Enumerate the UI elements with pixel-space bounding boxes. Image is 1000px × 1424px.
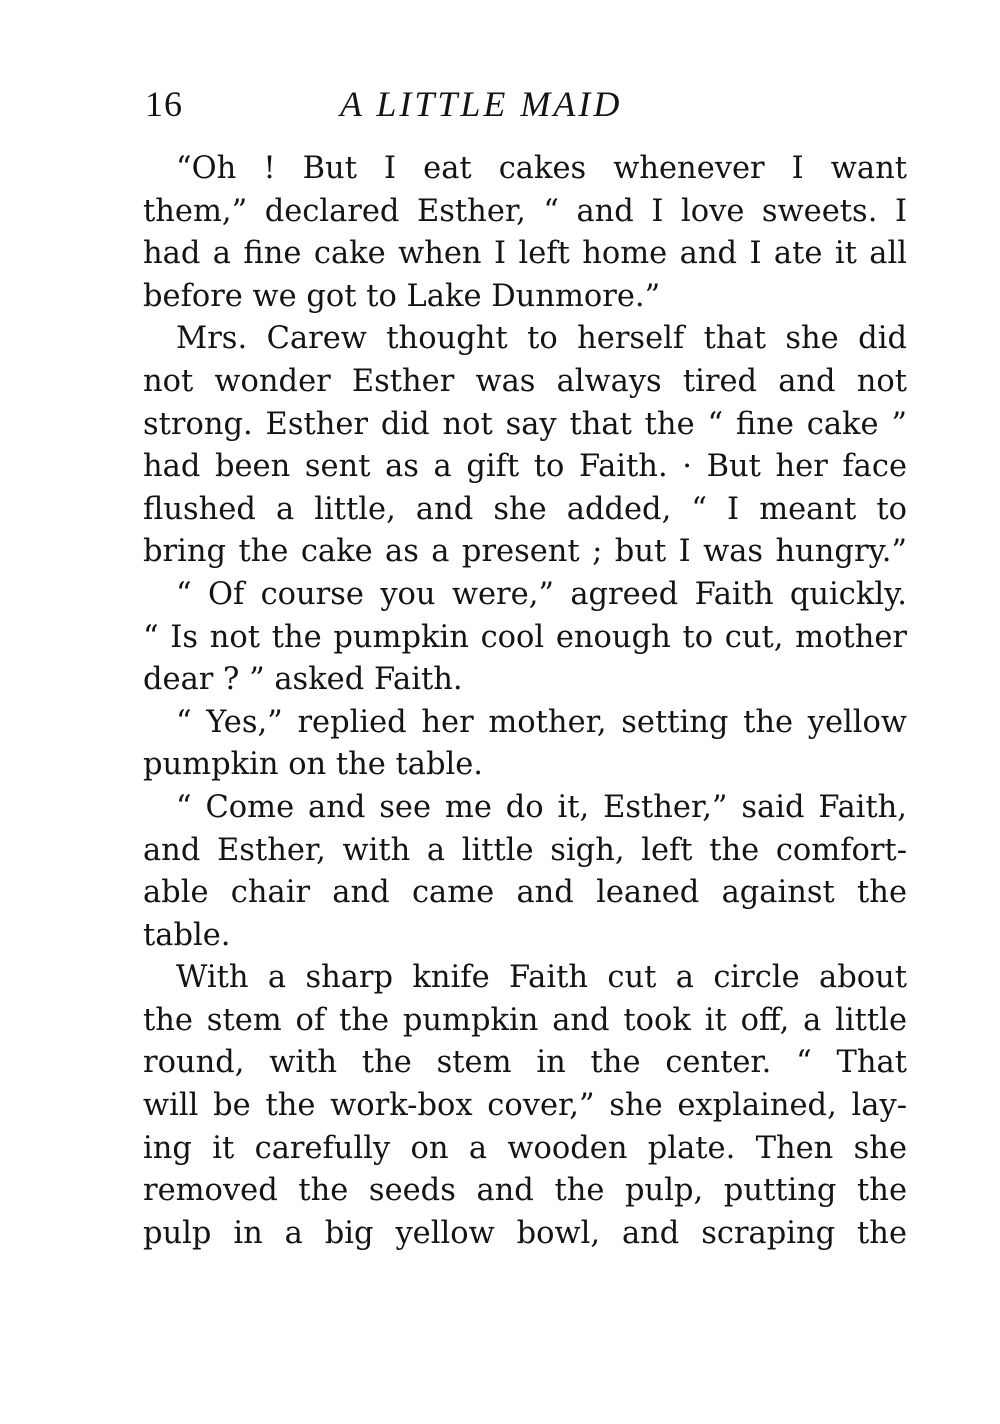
- text-line: not wonder Esther was always tired and not: [143, 363, 907, 399]
- text-line: “ Is not the pumpkin cool enough to cut, mother: [143, 619, 907, 655]
- text-line: “Oh ! But I eat cakes whenever I want: [176, 151, 907, 186]
- text-line: pumpkin on the table.: [143, 747, 483, 783]
- text-line: “ Yes,” replied her mother, setting the yellow: [176, 704, 907, 740]
- text-line: ing it carefully on a wooden plate. Then she: [143, 1130, 907, 1166]
- text-line: bring the cake as a present ; but I was hungry.”: [143, 534, 907, 570]
- page-header: [145, 76, 905, 136]
- text-line: round, with the stem in the center. “ That: [143, 1045, 907, 1081]
- text-line: With a sharp knife Faith cut a circle about: [176, 960, 907, 996]
- text-line: pulp in a big yellow bowl, and scraping the: [143, 1215, 907, 1251]
- text-line: the stem of the pumpkin and took it off, a little: [143, 1002, 907, 1038]
- text-line: table.: [143, 917, 231, 953]
- text-line: had been sent as a gift to Faith. · But her face: [143, 449, 907, 485]
- text-line: them,” declared Esther, “ and I love sweets. I: [143, 193, 907, 229]
- text-line: will be the work-box cover,” she explained, lay-: [143, 1088, 907, 1124]
- text-line: able chair and came and leaned against the: [143, 875, 907, 911]
- page-number: 16: [145, 84, 183, 124]
- body-text: [143, 148, 907, 1255]
- text-line: flushed a little, and she added, “ I meant to: [143, 491, 907, 527]
- text-line: before we got to Lake Dunmore.”: [143, 278, 661, 314]
- running-title: A LITTLE MAID: [340, 84, 623, 124]
- text-line: removed the seeds and the pulp, putting the: [143, 1173, 907, 1209]
- text-line: and Esther, with a little sigh, left the comfort-: [143, 832, 907, 868]
- text-line: had a fine cake when I left home and I ate it all: [143, 236, 907, 272]
- text-line: Mrs. Carew thought to herself that she did: [176, 321, 907, 357]
- text-line: “ Come and see me do it, Esther,” said Faith,: [176, 789, 907, 825]
- text-line: “ Of course you were,” agreed Faith quickly.: [176, 576, 907, 612]
- text-line: strong. Esther did not say that the “ fine cake ”: [143, 406, 907, 442]
- text-line: dear ? ” asked Faith.: [143, 662, 463, 698]
